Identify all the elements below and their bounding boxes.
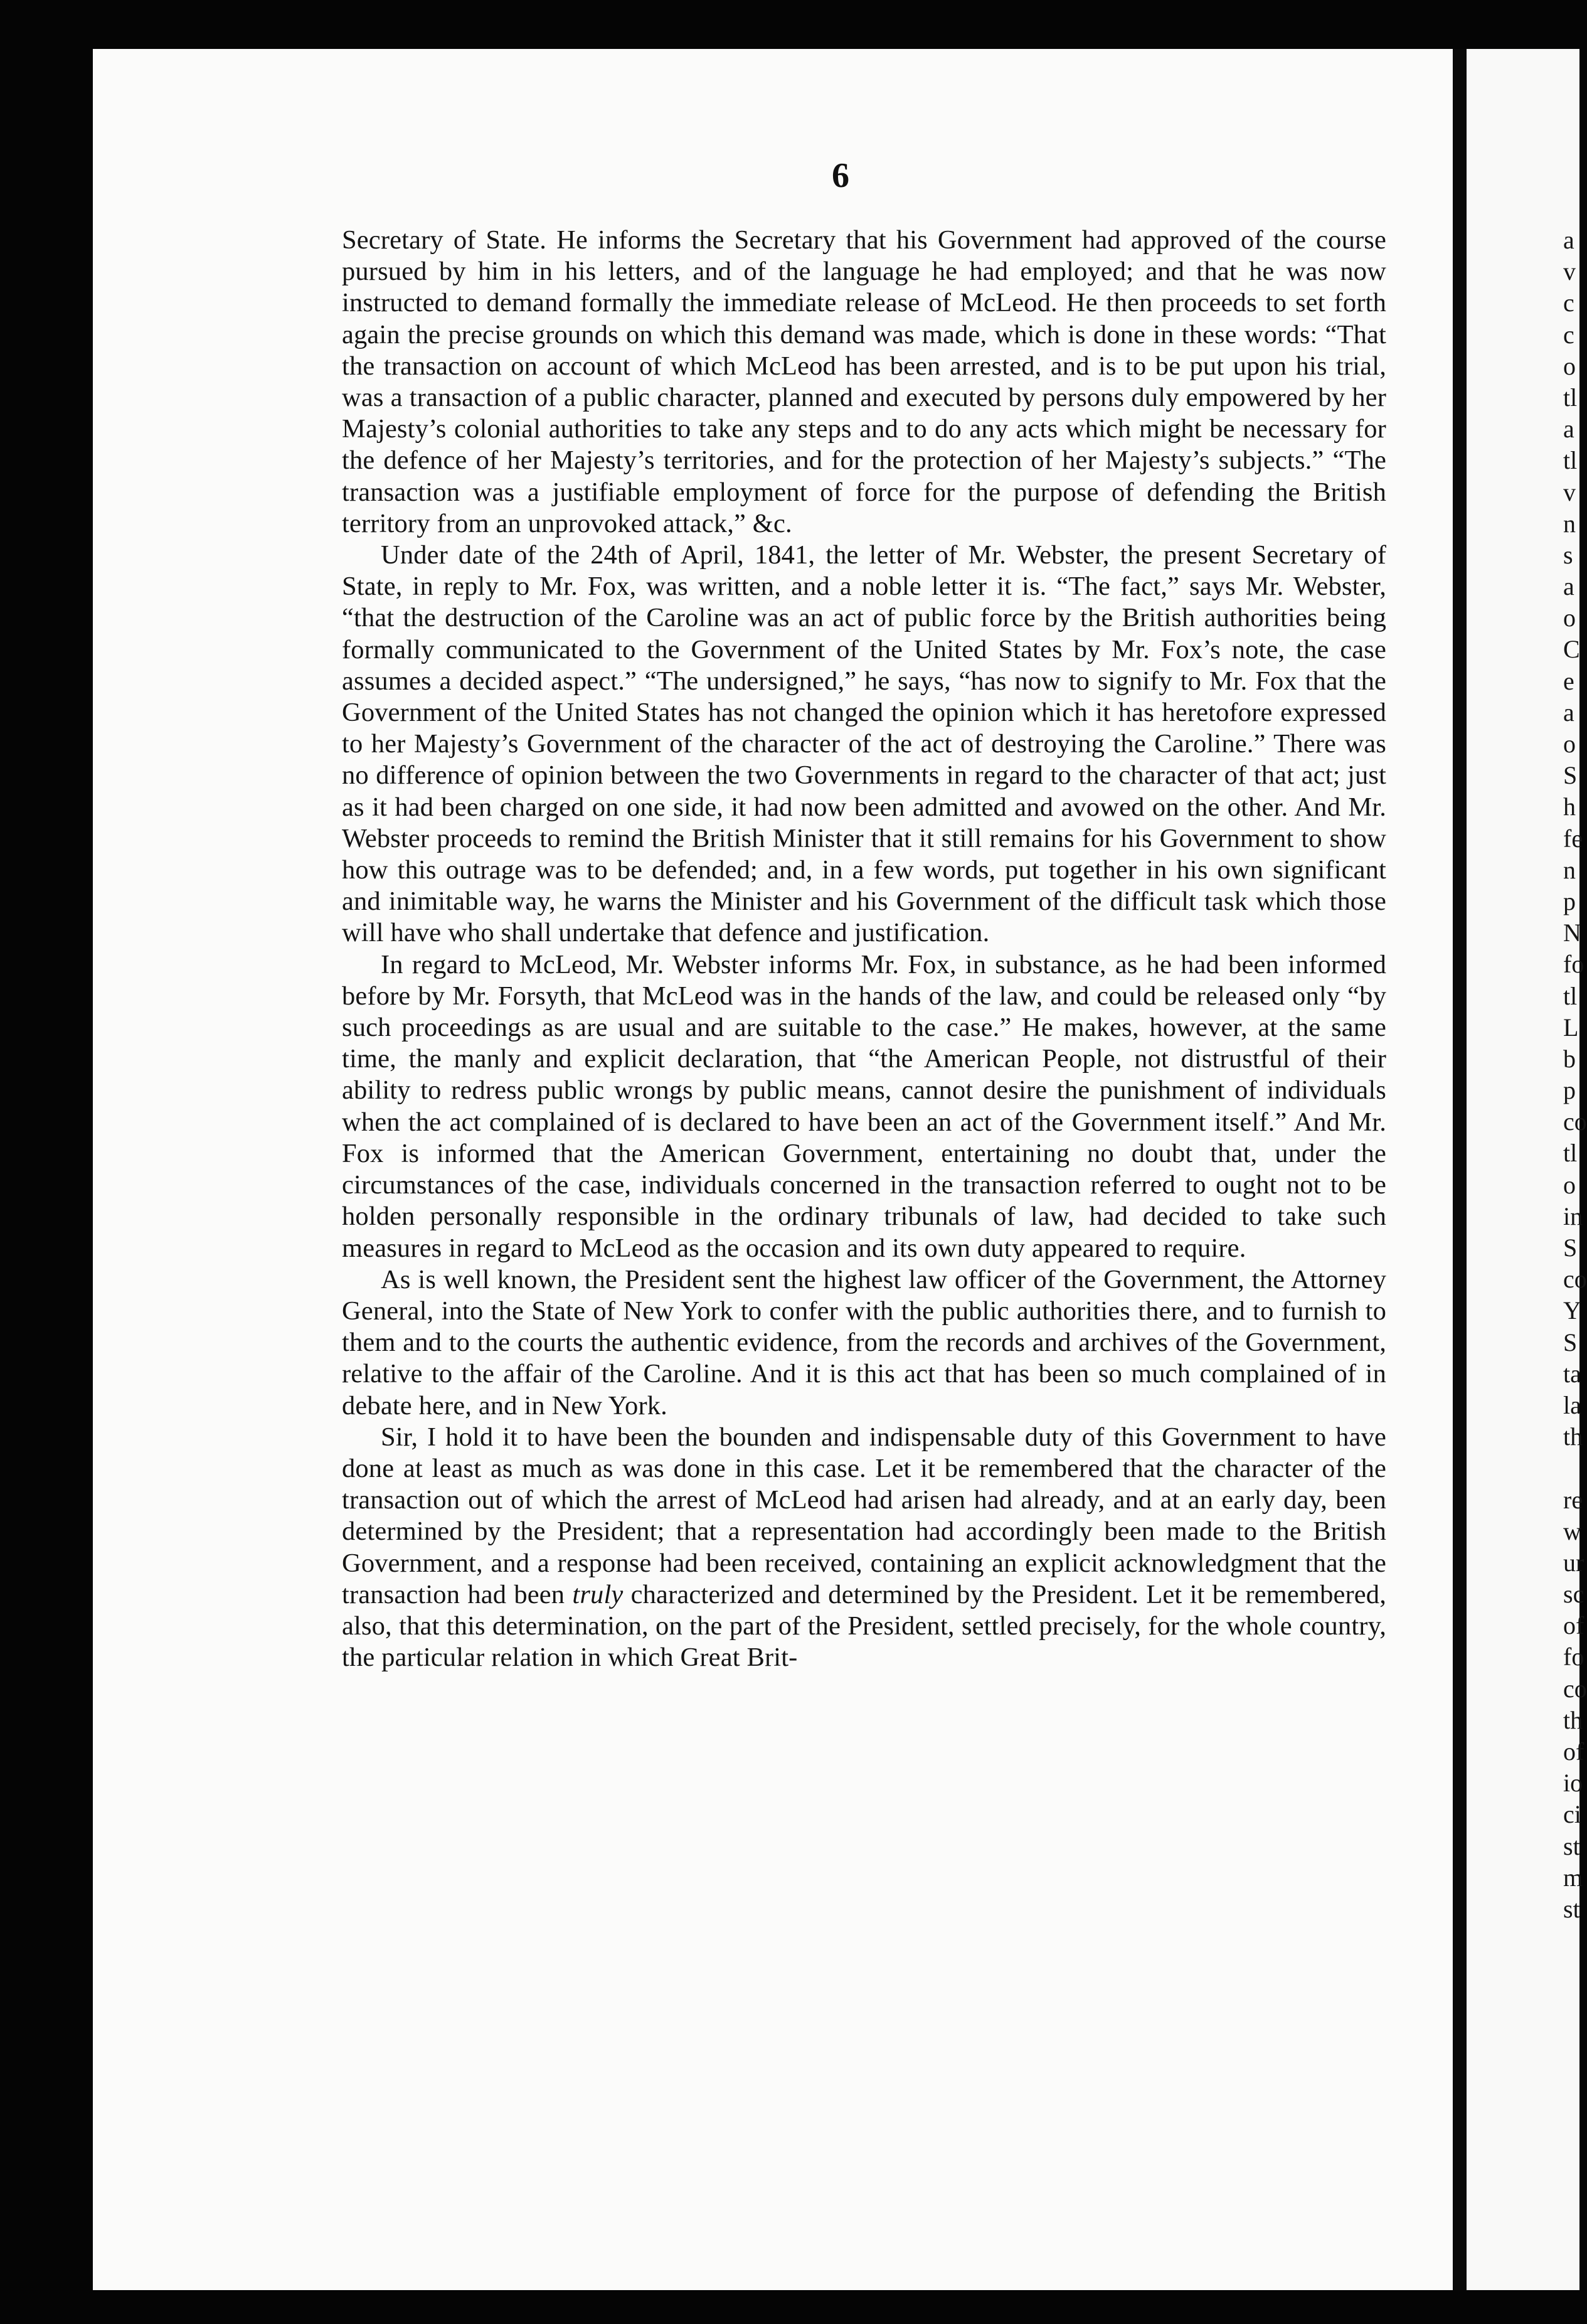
facing-page-fragment: a bbox=[1563, 572, 1574, 601]
facing-page-fragment: fo bbox=[1563, 950, 1584, 979]
facing-page-fragment: tl bbox=[1563, 981, 1578, 1010]
facing-page-fragment: a bbox=[1563, 415, 1574, 444]
facing-page-fragment: ci bbox=[1563, 1800, 1581, 1829]
facing-page-fragment: S bbox=[1563, 1328, 1578, 1357]
paragraph-4: As is well known, the President sent the highest law officer of the Government, the Attorney General, into the State of New York to confer with the public authorities there, and to furnish to them and to the courts the authentic evidence, from the records and archives of the Government, relative to the affair of the Caroline. And it is this act that has been so much complained of in debate here, and in New York. bbox=[342, 1264, 1386, 1421]
facing-page-fragment: S bbox=[1563, 761, 1578, 790]
paragraph-3: In regard to McLeod, Mr. Webster informs Mr. Fox, in substance, as he had been informed before by Mr. Forsyth, that McLeod was in the hands of the law, and could be released only “by such proceedings as are usual and are suitable to the case.” He makes, however, at the same time, the manly and explicit declaration, that “the American People, not distrustful of their ability to redress public wrongs by public means, cannot desire the punishment of individuals when the act complained of is declared to have been an act of the Government itself.” And Mr. Fox is informed that the American Government, entertaining no doubt that, under the circumstances of the case, individuals concerned in the transaction referred to ought not to be holden personally responsible in the ordinary tribunals of law, had decided to take such measures in regard to McLeod as the occasion and its own duty appeared to require. bbox=[342, 949, 1386, 1263]
facing-page-fragment: c bbox=[1563, 320, 1574, 349]
facing-page-fragment: C bbox=[1563, 635, 1580, 664]
book-gutter bbox=[1453, 49, 1467, 2290]
facing-page-fragment: o bbox=[1563, 730, 1576, 758]
facing-page-text-column bbox=[1563, 225, 1587, 1925]
facing-page-fragment: o bbox=[1563, 1170, 1576, 1199]
facing-page-fragment: N bbox=[1563, 919, 1581, 947]
facing-page-fragment: p bbox=[1563, 1076, 1576, 1105]
facing-page-fragment: la bbox=[1563, 1390, 1581, 1419]
facing-page-fragment: L bbox=[1563, 1013, 1579, 1042]
facing-page-fragment: co bbox=[1563, 1107, 1587, 1136]
facing-page-fragment: p bbox=[1563, 887, 1576, 915]
facing-page-fragment: v bbox=[1563, 257, 1576, 286]
facing-page-fragment: o bbox=[1563, 351, 1576, 380]
facing-page-fragment: n bbox=[1563, 509, 1576, 538]
facing-page-fragment: co bbox=[1563, 1265, 1587, 1294]
paragraph-5 bbox=[342, 1422, 1386, 1674]
facing-page-fragment: w bbox=[1563, 1516, 1581, 1545]
paragraph-1: Secretary of State. He informs the Secretary that his Government had approved of the course pursued by him in his letters, and of the language he had employed; and that he was now instructed to demand formally the immediate release of McLeod. He then proceeds to set forth again the precise grounds on which this demand was made, which is done in these words: “That the transaction on account of which McLeod has been arrested, and is to be put upon his trial, was a transaction of a public character, planned and executed by persons duly empowered by her Majesty’s colonial authorities to take any steps and to do any acts which might be necessary for the defence of her Majesty’s territories, and for the protection of her Majesty’s subjects.” “The transaction was a justifiable employment of force for the purpose of defending the British territory from an unprovoked attack,” &c. bbox=[342, 225, 1386, 538]
facing-page-fragment: th bbox=[1563, 1705, 1583, 1734]
facing-page-fragment: st bbox=[1563, 1894, 1580, 1923]
paragraph-5-text-after: characterized and determined by the President. Let it be remembered, also, that this determination, on the part of the President, settled precisely, for the whole country, the particular relation in which Great Brit- bbox=[342, 1579, 1386, 1673]
facing-page-fragment: c bbox=[1563, 289, 1574, 317]
facing-page-fragment: b bbox=[1563, 1044, 1576, 1073]
facing-page-fragment: o bbox=[1563, 604, 1576, 632]
facing-page-fragment: s bbox=[1563, 540, 1573, 569]
facing-page-fragment: Y bbox=[1563, 1296, 1581, 1325]
facing-page-fragment: sc bbox=[1563, 1580, 1584, 1609]
facing-page-fragment: fo bbox=[1563, 1643, 1584, 1671]
facing-page-fragment: ur bbox=[1563, 1548, 1584, 1577]
facing-page-fragment: th bbox=[1563, 1422, 1583, 1451]
facing-page-fragment: h bbox=[1563, 792, 1576, 821]
facing-page-fragment: a bbox=[1563, 226, 1574, 254]
page-number: 6 bbox=[832, 156, 849, 195]
facing-page-edge bbox=[1467, 49, 1579, 2290]
facing-page-fragment: fe bbox=[1563, 824, 1583, 853]
facing-page-fragment: tl bbox=[1563, 1139, 1578, 1168]
facing-page-fragment: of bbox=[1563, 1737, 1584, 1766]
facing-page-fragment: tl bbox=[1563, 446, 1578, 475]
facing-page-fragment: st bbox=[1563, 1831, 1580, 1860]
facing-page-fragment: v bbox=[1563, 477, 1576, 506]
facing-page-fragment: S bbox=[1563, 1234, 1578, 1262]
facing-page-fragment bbox=[1563, 1452, 1582, 1484]
facing-page-fragment: co bbox=[1563, 1674, 1587, 1703]
facing-page-fragment: e bbox=[1563, 666, 1574, 695]
italic-word: truly bbox=[572, 1579, 624, 1609]
facing-page-fragment: a bbox=[1563, 698, 1574, 727]
body-text bbox=[342, 225, 1386, 1673]
paragraph-2: Under date of the 24th of April, 1841, the letter of Mr. Webster, the present Secretary of State, in reply to Mr. Fox, was written, and a noble letter it is. “The fact,” says Mr. Webster, “that the destruction of the Caroline was an act of public force by the British authorities being formally communicated to the Government of the United States by Mr. Fox’s note, the case assumes a decided aspect.” “The undersigned,” he says, “has now to signify to Mr. Fox that the Government of the United States has not changed the opinion which it has heretofore expressed to her Majesty’s Government of the character of the act of destroying the Caroline.” There was no difference of opinion between the two Governments in regard to the character of that act; just as it had been charged on one side, it had now been admitted and avowed on the other. And Mr. Webster proceeds to remind the British Minister that it still remains for his Government to show how this outrage was to be defended; and, in a few words, put together in his own significant and inimitable way, he warns the Minister and his Government of the difficult task which those will have who shall undertake that defence and justification. bbox=[342, 540, 1386, 948]
facing-page-fragment: n bbox=[1563, 855, 1576, 884]
facing-page-fragment: of bbox=[1563, 1611, 1584, 1640]
facing-page-fragment: ta bbox=[1563, 1359, 1581, 1388]
facing-page-fragment: in bbox=[1563, 1202, 1583, 1230]
facing-page-fragment: io bbox=[1563, 1769, 1583, 1798]
facing-page-fragment: m bbox=[1563, 1863, 1583, 1892]
paragraph-5-text-before: Sir, I hold it to have been the bounden and indispensable duty of this Government to have done at least as much as was done in this case. Let it be remembered that the character of the transaction out of which the arrest of McLeod had arisen had already, and at an early day, been determined by the President; that a representation had accordingly been made to the British Government, and a response had been received, containing an explicit acknowledgment that the transaction had been bbox=[342, 1422, 1386, 1609]
facing-page-fragment: tl bbox=[1563, 383, 1578, 412]
facing-page-fragment: re bbox=[1563, 1485, 1583, 1514]
